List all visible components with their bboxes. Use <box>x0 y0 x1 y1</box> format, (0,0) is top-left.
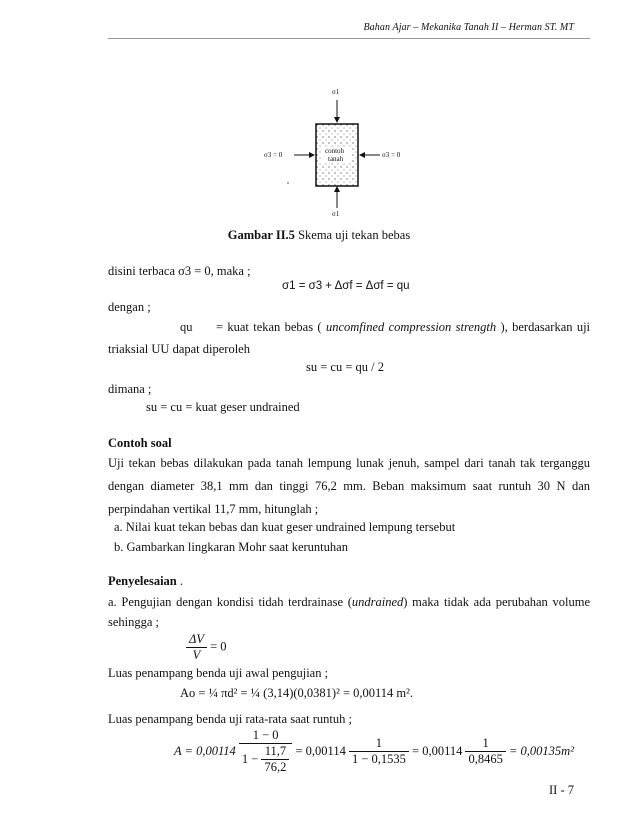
area-fraction-2 <box>349 736 409 767</box>
page-header: Bahan Ajar – Mekanika Tanah II – Herman ST. MT <box>363 22 574 33</box>
area-result: = 0,00135m² <box>508 744 574 758</box>
text-dimana: dimana ; <box>108 382 152 396</box>
text-disini: disini terbaca σ3 = 0, maka ; <box>108 264 251 278</box>
dv-fraction <box>186 632 207 663</box>
caption-text: Skema uji tekan bebas <box>294 228 411 242</box>
area-f1-denominator <box>239 744 292 775</box>
penyelesaian-title: Penyelesaian . <box>108 574 183 588</box>
arrow-left-head <box>309 152 315 158</box>
question-a: a. Nilai kuat tekan bebas dan kuat geser undrained lempung tersebut <box>114 520 456 534</box>
qu-def-italic: uncomfined compression strength <box>325 320 497 334</box>
text-sehingga: sehingga ; <box>108 615 160 629</box>
text-triaksial: triaksial UU dapat diperoleh <box>108 342 250 356</box>
contoh-line-3: perpindahan vertikal 11,7 mm, hitunglah ; <box>108 502 319 516</box>
area-f3-numerator: 1 <box>465 736 505 752</box>
label-sigma1-top: σ1 <box>332 88 340 96</box>
arrow-bottom-head <box>334 186 340 192</box>
figure-diagram <box>262 88 412 220</box>
area-lhs: A = 0,00114 <box>174 744 236 758</box>
su-definition: su = cu = kuat geser undrained <box>146 400 300 414</box>
area-f3-denominator: 0,8465 <box>468 752 503 766</box>
area-eq-3: = 0,00114 <box>412 744 463 758</box>
label-sigma1-bottom: σ1 <box>332 210 340 218</box>
contoh-line-2: dengan diameter 38,1 mm dan tinggi 76,2 mm. Beban maksimum saat runtuh 30 N dan <box>108 479 590 493</box>
question-b: b. Gambarkan lingkaran Mohr saat keruntuhan <box>114 540 348 554</box>
text-luas-rata: Luas penampang benda uji rata-rata saat runtuh ; <box>108 712 353 726</box>
label-sigma3-right: σ3 = 0 <box>382 151 401 159</box>
area-f2-denominator: 1 − 0,1535 <box>351 752 406 766</box>
text-dengan: dengan ; <box>108 300 151 314</box>
arrow-top-head <box>334 117 340 123</box>
qu-def-part1: = kuat tekan bebas ( <box>216 320 322 334</box>
label-tanah: tanah <box>328 155 344 163</box>
solution-a-line <box>108 593 590 611</box>
area-f1-inner-num: 11,7 <box>261 744 289 760</box>
label-sigma3-left: σ3 = 0 <box>264 151 283 159</box>
equation-su: su = cu = qu / 2 <box>306 360 384 374</box>
area-f1-inner <box>261 744 289 775</box>
area-fraction-1 <box>239 728 292 775</box>
caption-number: Gambar II.5 <box>227 228 295 242</box>
figure-caption <box>0 228 638 243</box>
arrow-right-head <box>359 152 365 158</box>
solution-a-italic: undrained <box>351 595 404 609</box>
header-rule <box>108 38 590 39</box>
area-f1-den-pre: 1 − <box>241 752 259 766</box>
area-f1-inner-den: 76,2 <box>264 760 287 774</box>
qu-definition <box>216 320 590 335</box>
page-number: II - 7 <box>549 783 574 797</box>
equation-sigma1: σ1 = σ3 + Δσf = Δσf = qu <box>282 280 410 292</box>
qu-symbol: qu <box>180 320 193 334</box>
solution-a-part1: a. Pengujian dengan kondisi tidah terdrainase ( <box>108 595 352 609</box>
dv-numerator: ΔV <box>186 632 207 648</box>
equation-ao: Ao = ¼ πd² = ¼ (3,14)(0,0381)² = 0,00114 m². <box>180 686 414 700</box>
contoh-line-1: Uji tekan bebas dilakukan pada tanah lempung lunak jenuh, sampel dari tanah tak terganggu <box>108 456 590 470</box>
area-fraction-3 <box>465 736 505 767</box>
label-contoh: contoh <box>325 147 345 155</box>
penyelesaian-label: Penyelesaian <box>108 574 177 588</box>
dv-rhs: = 0 <box>210 639 227 654</box>
dv-denominator: V <box>192 648 201 662</box>
qu-def-part2: ), berdasarkan uji <box>500 320 591 334</box>
area-eq-2: = 0,00114 <box>295 744 346 758</box>
solution-a-part2: ) maka tidak ada perubahan volume <box>403 595 591 609</box>
contoh-soal-title: Contoh soal <box>108 436 172 450</box>
equation-area <box>174 728 590 775</box>
area-f1-numerator: 1 − 0 <box>239 728 292 744</box>
area-f2-numerator: 1 <box>349 736 409 752</box>
equation-dv <box>186 632 227 663</box>
text-luas-awal: Luas penampang benda uji awal pengujian ; <box>108 666 329 680</box>
stray-dot <box>287 182 289 184</box>
